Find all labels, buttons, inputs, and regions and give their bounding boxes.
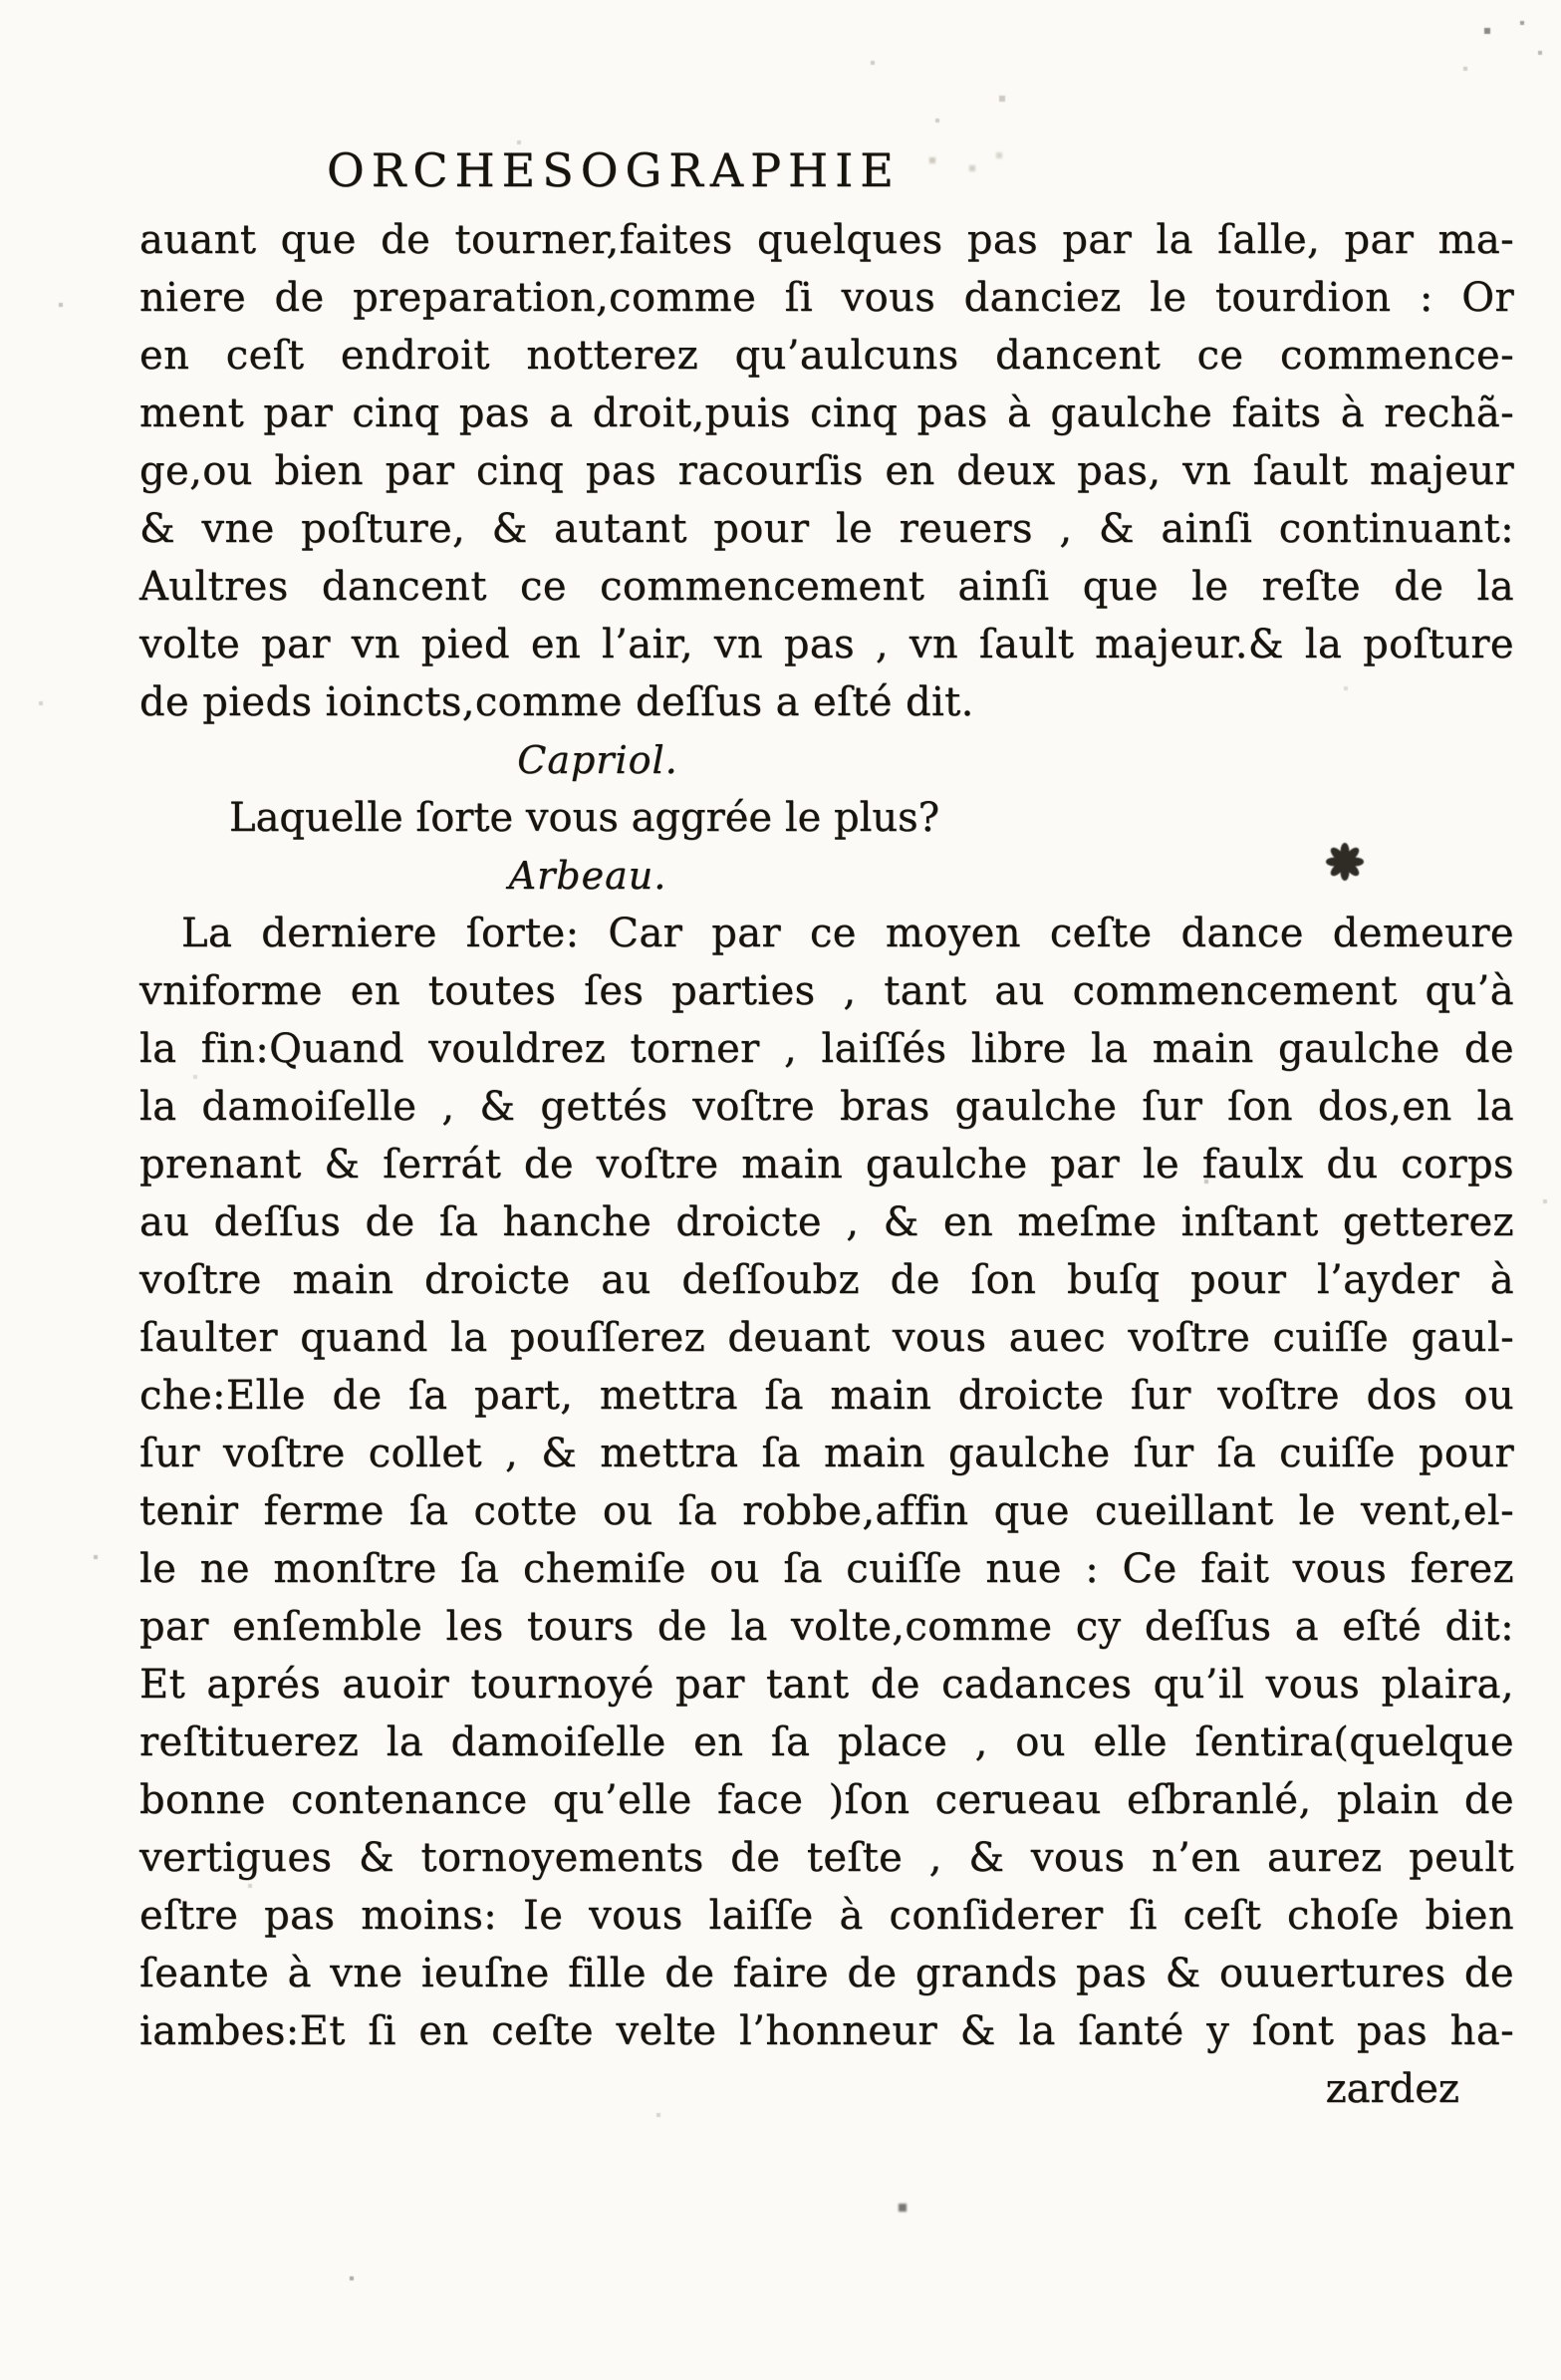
text-line: & vne poſture, & autant pour le reuers , & ainſi continuant: <box>139 506 1514 552</box>
text-line: auant que de tourner,faites quelques pas par la ſalle, par ma- <box>139 217 1514 263</box>
text-column <box>139 0 1514 2118</box>
text-line: La derniere ſorte: Car par ce moyen ceſte dance demeure <box>181 911 1514 956</box>
dialog-question-line: Laquelle ſorte vous aggrée le plus? <box>229 795 940 841</box>
text-line: prenant & ſerrát de voſtre main gaulche par le faulx du corps <box>139 1142 1514 1188</box>
rosette-flower-icon <box>1325 842 1365 882</box>
text-line: tenir ferme ſa cotte ou ſa robbe,affin que cueillant le vent,el- <box>139 1488 1514 1534</box>
text-line: ſeante à vne ieuſne fille de faire de grands pas & ouuertures de <box>139 1951 1514 1996</box>
text-line: vniforme en toutes ſes parties , tant au commencement qu’à <box>139 968 1514 1014</box>
text-line: de pieds ioincts,comme deſſus a eſté dit. <box>139 679 974 725</box>
catchword: zardez <box>1325 2066 1459 2112</box>
text-line: la damoiſelle , & gettés voſtre bras gaulche ſur ſon dos,en la <box>139 1084 1514 1130</box>
dialog-block <box>139 731 1514 905</box>
text-line: le ne monſtre ſa chemiſe ou ſa cuiſſe nue : Ce fait vous ferez <box>139 1546 1514 1592</box>
speaker-name-capriol: Capriol. <box>517 738 678 782</box>
speaker-name-arbeau: Arbeau. <box>508 854 667 898</box>
text-line: niere de preparation,comme ſi vous danciez le tourdion : Or <box>139 275 1514 321</box>
text-line: eſtre pas moins: Ie vous laiſſe à conſiderer ſi ceſt choſe bien <box>139 1893 1514 1939</box>
text-line: Aultres dancent ce commencement ainſi que le reſte de la <box>139 564 1514 610</box>
text-line: ſur voſtre collet , & mettra ſa main gaulche ſur ſa cuiſſe pour <box>139 1431 1514 1476</box>
text-line: bonne contenance qu’elle face )ſon cerueau eſbranlé, plain de <box>139 1777 1514 1823</box>
paragraph-2 <box>139 905 1514 2060</box>
text-line: en ceſt endroit notterez qu’aulcuns dancent ce commence- <box>139 333 1514 379</box>
text-line: Et aprés auoir tournoyé par tant de cadances qu’il vous plaira, <box>139 1662 1514 1708</box>
running-header-title: ORCHESOGRAPHIE <box>327 143 901 197</box>
paragraph-1 <box>139 211 1514 731</box>
text-line: au deſſus de ſa hanche droicte , & en meſme inſtant getterez <box>139 1199 1514 1245</box>
text-line: vertigues & tornoyements de teſte , & vous n’en aurez peult <box>139 1835 1514 1881</box>
text-line: che:Elle de ſa part, mettra ſa main droicte ſur voſtre dos ou <box>139 1373 1514 1419</box>
text-line: par enſemble les tours de la volte,comme cy deſſus a eſté dit: <box>139 1604 1514 1650</box>
text-line: ſaulter quand la pouſſerez deuant vous auec voſtre cuiſſe gaul- <box>139 1315 1514 1361</box>
text-line: volte par vn pied en l’air, vn pas , vn ſault majeur.& la poſture <box>139 622 1514 667</box>
text-line: ment par cinq pas a droit,puis cinq pas à gaulche faits à rechã- <box>139 391 1514 436</box>
text-line: la fin:Quand vouldrez torner , laiſſés libre la main gaulche de <box>139 1026 1514 1072</box>
scan-noise-specks <box>0 0 2 2</box>
text-line: ge,ou bien par cinq pas racourſis en deux pas, vn ſault majeur <box>139 448 1514 494</box>
text-line: reſtituerez la damoiſelle en ſa place , ou elle ſentira(quelque <box>139 1719 1514 1765</box>
text-line: voſtre main droicte au deſſoubz de ſon buſq pour l’ayder à <box>139 1257 1514 1303</box>
text-line: iambes:Et ſi en ceſte velte l’honneur & la ſanté y ſont pas ha- <box>139 2008 1514 2054</box>
